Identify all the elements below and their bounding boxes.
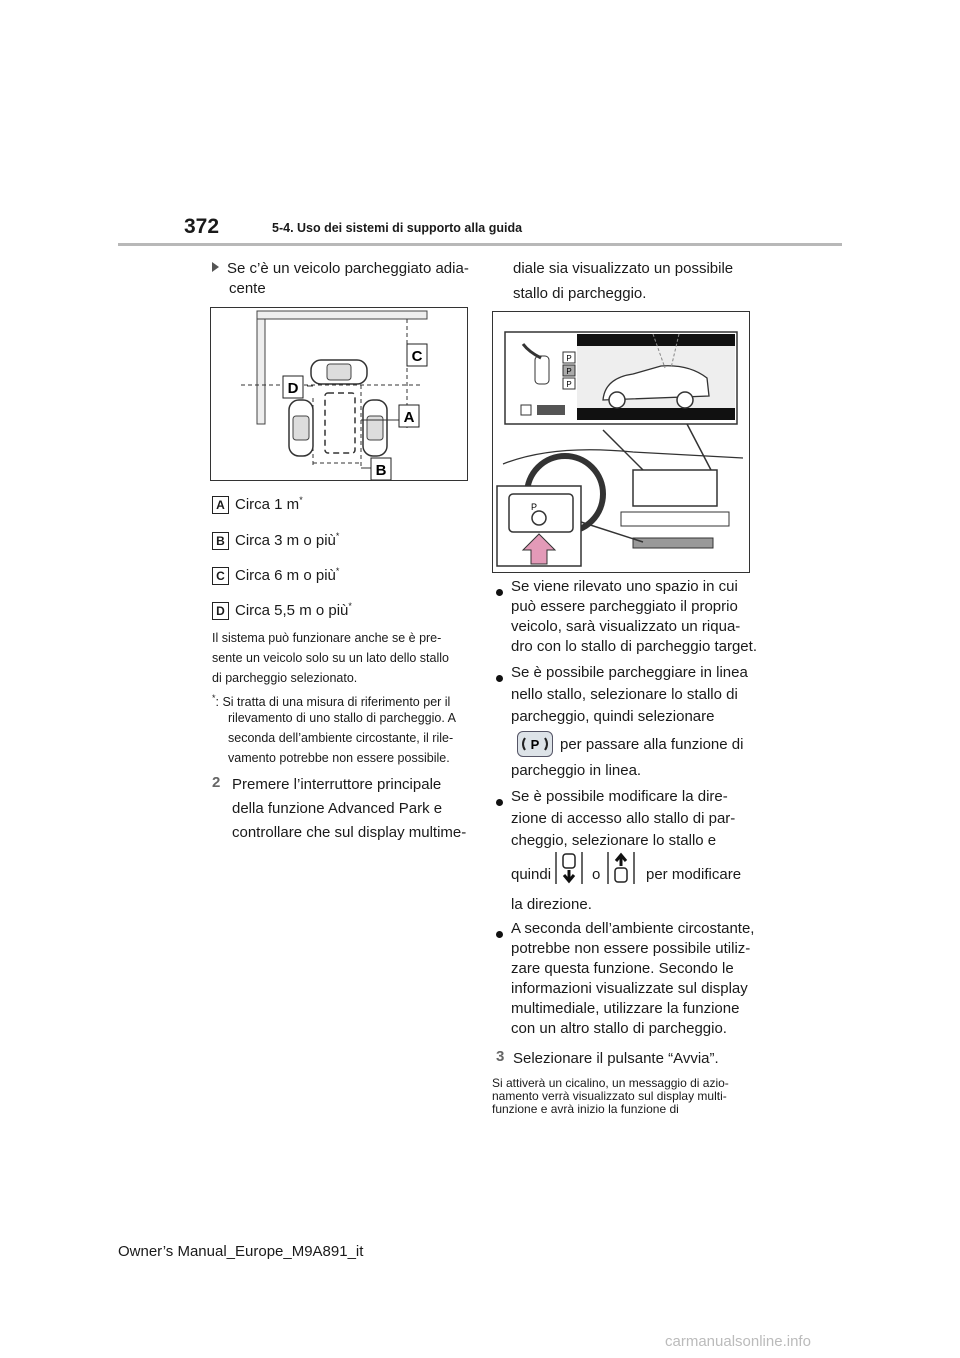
measure-text: Circa 5,5 m o più <box>235 602 349 619</box>
bullet-dot-icon <box>496 669 503 687</box>
footnote-text: : Si tratta di una misura di riferimento per il <box>215 695 451 710</box>
final-line: funzione e avrà inizio la funzione di <box>492 1102 679 1116</box>
parallel-parking-icon <box>517 731 553 757</box>
bullet-heading-line: cente <box>229 280 266 297</box>
direction-reverse-icon <box>553 850 585 886</box>
footnote-line: vamento potrebbe non essere possibile. <box>228 751 450 765</box>
bullet-line: informazioni visualizzate sul display <box>511 980 748 997</box>
bullet-line: o <box>592 866 601 883</box>
bullet-line: veicolo, sarà visualizzato un riqua- <box>511 618 741 635</box>
bullet-line: parcheggio in linea. <box>511 762 642 779</box>
final-line: Si attiverà un cicalino, un messaggio di azio- <box>492 1076 729 1090</box>
measure-b <box>212 526 339 551</box>
section-title: 5-4. Uso dei sistemi di supporto alla guida <box>272 221 523 235</box>
bullet-line: quindi <box>511 866 552 883</box>
footnote-mark: * <box>348 601 352 611</box>
step-line: della funzione Advanced Park e <box>232 800 443 817</box>
bullet-line: multimediale, utilizzare la funzione <box>511 1000 740 1017</box>
measure-text: Circa 1 m <box>235 496 300 513</box>
header-rule <box>118 243 842 246</box>
measure-text: Circa 6 m o più <box>235 567 336 584</box>
svg-text:C: C <box>411 348 423 365</box>
bullet-line: cheggio, selezionare lo stallo e <box>511 832 717 849</box>
letter-box: B <box>212 532 229 550</box>
direction-forward-icon <box>605 850 637 886</box>
bullet-line: parcheggio, quindi selezionare <box>511 708 715 725</box>
svg-text:P: P <box>531 502 538 512</box>
bullet-line: per passare alla funzione di <box>560 736 744 753</box>
svg-text:A: A <box>403 409 415 426</box>
bullet-line: la direzione. <box>511 896 592 913</box>
label-b <box>371 458 391 480</box>
car-top-icon <box>311 360 367 384</box>
step-line: controllare che sul display multime- <box>232 824 467 841</box>
svg-text:D: D <box>287 380 299 397</box>
continuation-line: diale sia visualizzato un possibile <box>513 260 734 277</box>
dashboard-svg <box>493 312 749 572</box>
note-line: Il sistema può funzionare anche se è pre- <box>212 631 442 645</box>
letter-box: C <box>212 567 229 585</box>
note-line: sente un veicolo solo su un lato dello stallo <box>212 651 449 665</box>
parking-diagram-svg <box>211 308 467 480</box>
note-line: di parcheggio selezionato. <box>212 671 358 685</box>
page-number: 372 <box>184 215 220 238</box>
bullet-dot-icon <box>496 793 503 811</box>
footnote-mark: * <box>299 495 303 505</box>
parking-gap-diagram <box>210 307 468 481</box>
bullet-line: nello stallo, selezionare lo stallo di <box>511 686 738 703</box>
footnote-mark: * <box>335 566 340 576</box>
footnote-mark: * <box>335 531 340 541</box>
letter-box: D <box>212 602 229 620</box>
bullet-dot-icon <box>496 925 503 943</box>
step-number: 3 <box>496 1048 505 1065</box>
triangle-bullet-icon <box>212 262 219 272</box>
label-c <box>407 344 427 366</box>
display-dashboard-figure <box>492 311 750 573</box>
bullet-heading <box>212 258 469 279</box>
bullet-line: zare questa funzione. Secondo le <box>511 960 734 977</box>
bullet-line: Se è possibile modificare la dire- <box>511 788 728 805</box>
svg-text:P: P <box>566 367 572 376</box>
svg-text:P: P <box>566 354 572 363</box>
svg-text:B: B <box>375 462 387 479</box>
final-line: namento verrà visualizzato sul display multi- <box>492 1089 727 1103</box>
bullet-line: con un altro stallo di parcheggio. <box>511 1020 727 1037</box>
step-number: 2 <box>212 774 221 791</box>
step-line: Selezionare il pulsante “Avvia”. <box>513 1050 719 1067</box>
bullet-line: potrebbe non essere possibile utiliz- <box>511 940 751 957</box>
bullet-line: A seconda dell’ambiente circostante, <box>511 920 755 937</box>
label-d <box>283 376 303 398</box>
bullet-line: per modificare <box>646 866 742 883</box>
bullet-dot-icon <box>496 583 503 601</box>
bullet-line: Se viene rilevato uno spazio in cui <box>511 578 738 595</box>
svg-text:P: P <box>566 380 572 389</box>
measure-a <box>212 490 303 515</box>
watermark: carmanualsonline.info <box>665 1333 811 1350</box>
footnote-line: seconda dell’ambiente circostante, il rile- <box>228 731 454 745</box>
svg-text:P: P <box>530 737 540 752</box>
footer-text: Owner’s Manual_Europe_M9A891_it <box>118 1243 364 1260</box>
measure-d <box>212 596 352 621</box>
step-line: Premere l’interruttore principale <box>232 776 442 793</box>
bullet-line: zione di accesso allo stallo di par- <box>511 810 736 827</box>
bullet-line: dro con lo stallo di parcheggio target. <box>511 638 757 655</box>
continuation-line: stallo di parcheggio. <box>513 285 647 302</box>
footnote-mark: * <box>212 693 216 703</box>
bullet-heading-line: Se c’è un veicolo parcheggiato adia- <box>227 260 469 277</box>
footnote-line: rilevamento di uno stallo di parcheggio. A <box>228 711 456 725</box>
measure-text: Circa 3 m o più <box>235 532 336 549</box>
letter-box: A <box>212 496 229 514</box>
bullet-line: Se è possibile parcheggiare in linea <box>511 664 748 681</box>
label-a <box>399 405 419 427</box>
measure-c <box>212 561 339 586</box>
bullet-line: può essere parcheggiato il proprio <box>511 598 738 615</box>
